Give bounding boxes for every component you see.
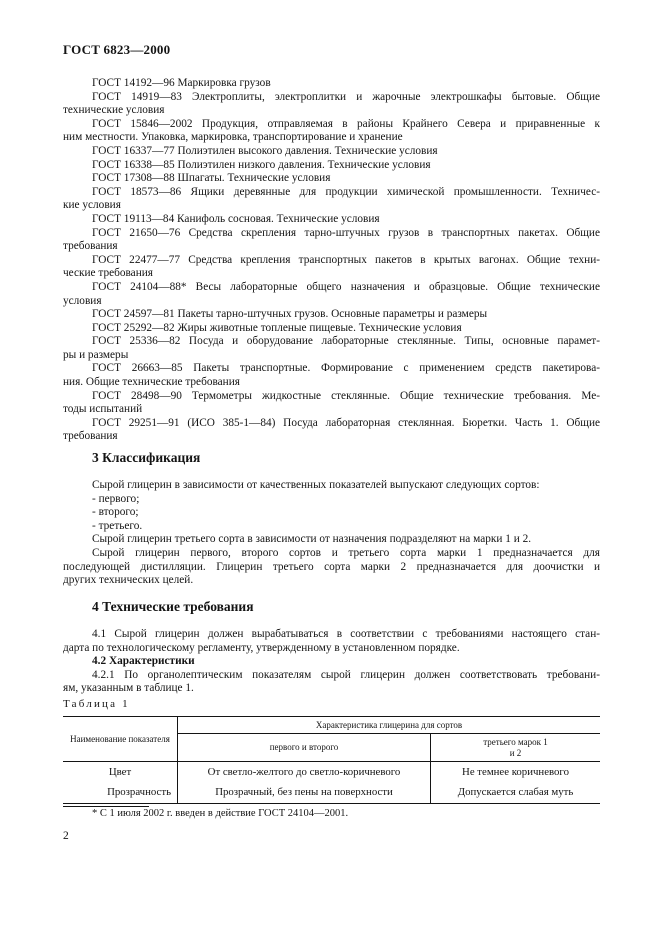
reference-entry [63,159,600,173]
reference-entry [63,362,600,389]
reference-text-cont: технические условия [63,104,165,117]
reference-text-cont: условия [63,294,102,307]
table-1-caption: Таблица 1 [63,698,130,710]
table-cell-indicator: Прозрачность [63,782,178,804]
reference-text-cont: требования [63,430,118,443]
reference-text: ГОСТ 14192—96 Маркировка грузов [92,77,271,89]
section-3-paragraph-2: Сырой глицерин третьего сорта в зависимости от назначения подразделяют на марки 1 и 2. [92,533,532,546]
reference-text: ГОСТ 14919—83 Электроплиты, электроплитки и жарочные электрошкафы бытовые. Общие [92,90,600,103]
reference-text: ГОСТ 16337—77 Полиэтилен высокого давления. Технические условия [92,144,438,157]
clause-4-2-1-cont: ям, указанным в таблице 1. [63,682,194,695]
reference-entry [63,417,600,444]
reference-entry [63,145,600,159]
reference-text-cont: ния. Общие технические требования [63,376,240,389]
reference-entry [63,390,600,417]
section-3-paragraph-3-end: других технических целей. [63,574,194,587]
reference-entry [63,308,600,322]
reference-text-cont: ры и размеры [63,348,129,361]
table-cell-indicator: Цвет [63,762,178,782]
column-header-grade-1-2: первого и второго [178,734,431,762]
table-1 [63,716,600,804]
reference-text-cont: тоды испытаний [63,403,143,416]
reference-text: ГОСТ 21650—76 Средства скрепления тарно-штучных грузов в транспортных пакетах. Общие [92,226,600,239]
reference-entry [63,322,600,336]
reference-text: ГОСТ 28498—90 Термометры жидкостные стеклянные. Общие технические требования. Ме- [92,389,600,402]
reference-text: ГОСТ 26663—85 Пакеты транспортные. Формирование с применением средств пакетирова- [92,362,600,375]
section-3-paragraph-3-cont: последующей дистилляции. Глицерин третьего сорта марки 2 предназначается для доочистки и [63,560,600,573]
reference-text: ГОСТ 17308—88 Шпагаты. Технические условия [92,172,331,185]
reference-text: ГОСТ 24597—81 Пакеты тарно-штучных грузов. Основные параметры и размеры [92,308,488,321]
footnote: * С 1 июля 2002 г. введен в действие ГОСТ 24104—2001. [92,808,349,819]
reference-text: ГОСТ 19113—84 Канифоль сосновая. Технические условия [92,212,380,225]
footnote-divider [63,806,149,807]
reference-text-cont: ческие требования [63,267,153,280]
reference-entry [63,335,600,362]
reference-text: ГОСТ 24104—88* Весы лабораторные общего назначения и образцовые. Общие технические [92,280,600,293]
reference-text: ГОСТ 16338—85 Полиэтилен низкого давления. Технические условия [92,158,431,171]
reference-entry [63,254,600,281]
reference-text-cont: кие условия [63,199,121,212]
grade-item: - первого; [92,492,140,505]
grade-item: - второго; [92,506,139,519]
reference-entry [63,281,600,308]
table-cell-grade-3: Не темнее коричневого [462,765,569,778]
reference-text: ГОСТ 15846—2002 Продукция, отправляемая в районы Крайнего Севера и приравненные к [92,117,600,130]
reference-text: ГОСТ 29251—91 (ИСО 385-1—84) Посуда лабораторная стеклянная. Бюретки. Часть 1. Общие [92,416,600,429]
reference-entry [63,91,600,118]
clause-4-1-cont: дарта по технологическому регламенту, утвержденному в установленном порядке. [63,641,460,654]
reference-text: ГОСТ 25292—82 Жиры животные топленые пищевые. Технические условия [92,321,462,334]
table-cell-grade-1-2: От светло-желтого до светло-коричневого [178,762,431,782]
reference-text-cont: ним местности. Упаковка, маркировка, транспортирование и хранение [63,131,403,144]
table-row [63,762,600,782]
normative-references [63,77,600,444]
reference-entry [63,227,600,254]
reference-text: ГОСТ 22477—77 Средства крепления транспортных пакетов в крытых вагонах. Общие техни- [92,253,600,266]
section-4-heading: 4 Технические требования [92,599,254,614]
clause-4-1: 4.1 Сырой глицерин должен вырабатываться в соответствии с требованиями настоящего стан- [92,628,600,640]
reference-entry [63,213,600,227]
section-3-body [63,479,600,588]
column-header-group: Характеристика глицерина для сортов [178,717,601,734]
clause-4-2-heading: 4.2 Характеристики [92,655,195,668]
table-cell-grade-1-2: Прозрачный, без пены на поверхности [178,782,431,804]
page-number: 2 [63,830,69,842]
column-header-grade-3: третьего марок 1 и 2 [431,734,601,762]
section-3-paragraph-3: Сырой глицерин первого, второго сортов и третьего сорта марки 1 предназначается для [92,546,600,559]
reference-entry [63,118,600,145]
document-header: ГОСТ 6823—2000 [63,42,171,57]
grade-item: - третьего. [92,519,143,532]
table-row [63,782,600,804]
reference-text-cont: требования [63,240,118,253]
clause-4-2-1: 4.2.1 По органолептическим показателям сырой глицерин должен соответствовать требовани- [92,668,600,681]
section-4-body [63,628,600,696]
reference-text: ГОСТ 25336—82 Посуда и оборудование лабораторные стеклянные. Типы, основные парамет- [92,335,600,348]
reference-entry [63,172,600,186]
reference-entry [63,186,600,213]
reference-entry [63,77,600,91]
section-3-heading: 3 Классификация [92,450,201,465]
reference-text: ГОСТ 18573—86 Ящики деревянные для продукции химической промышленности. Техничес- [92,185,600,198]
section-3-intro: Сырой глицерин в зависимости от качественных показателей выпускают следующих сортов: [92,479,540,491]
column-header-indicator: Наименование показателя [63,717,178,762]
table-cell-grade-3: Допускается слабая муть [431,782,601,804]
